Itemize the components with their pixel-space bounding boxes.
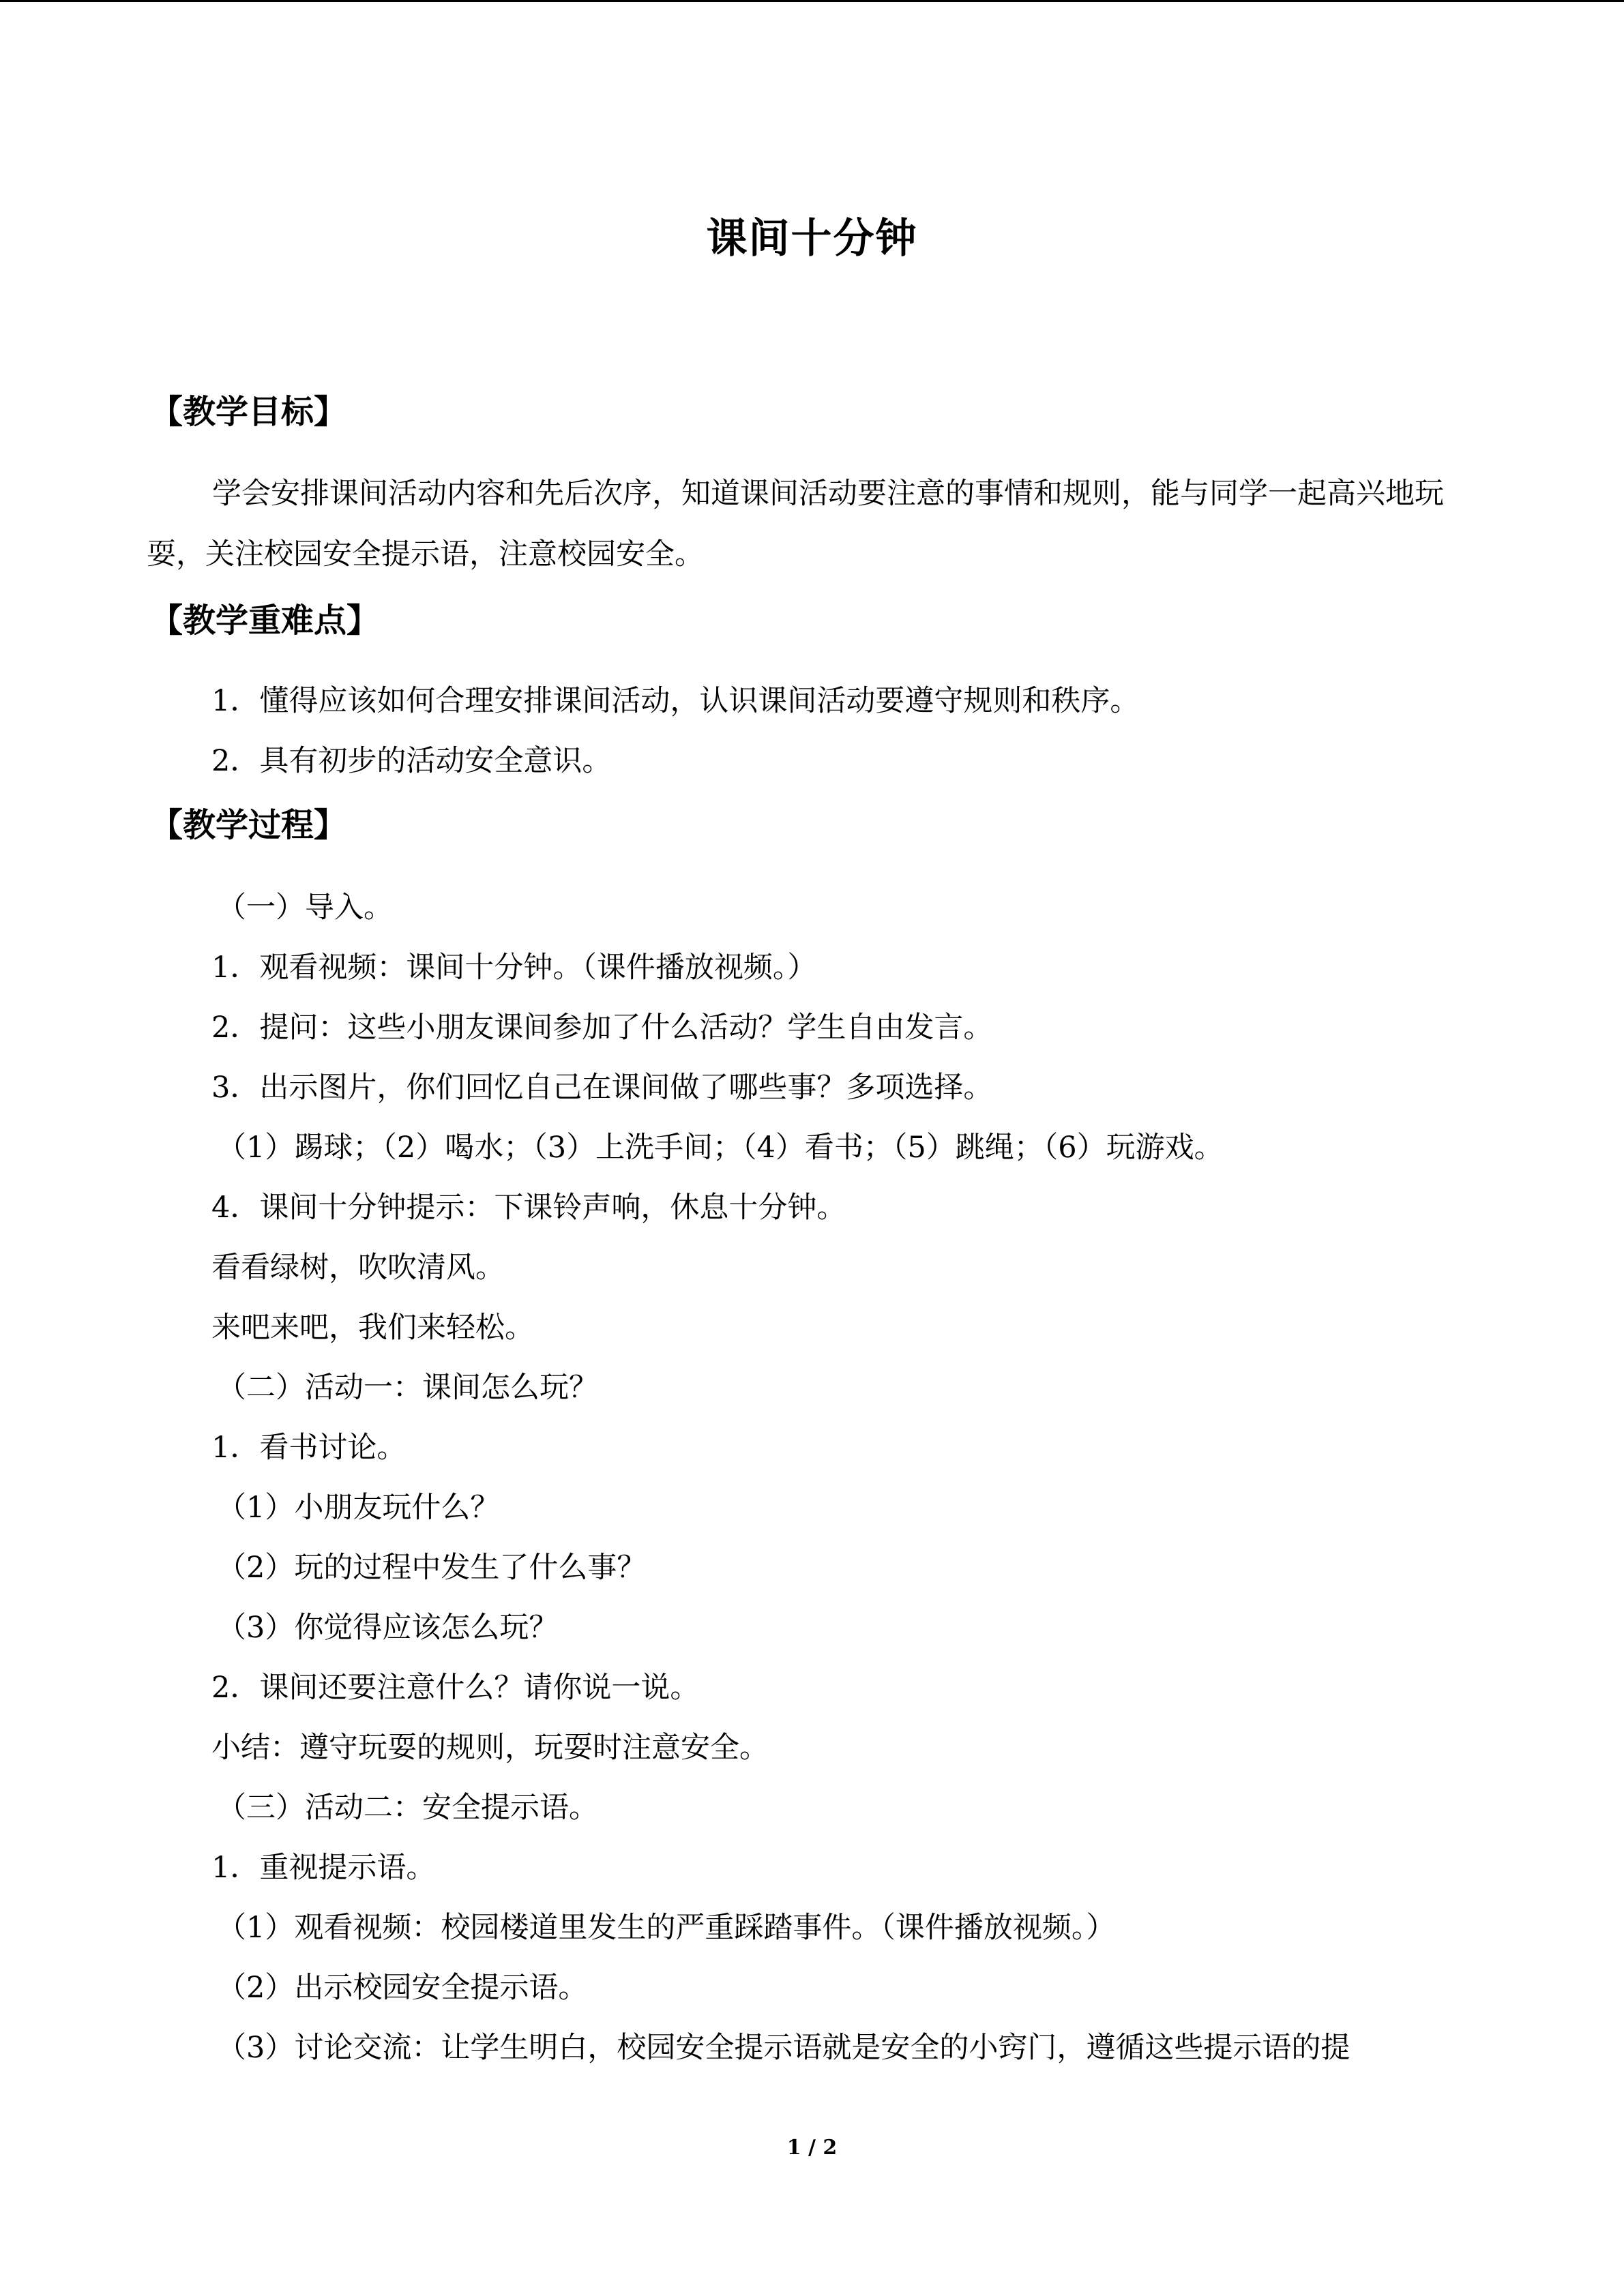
key-point-item: 2．具有初步的活动安全意识。: [211, 744, 612, 778]
process-line: 2．提问：这些小朋友课间参加了什么活动？学生自由发言。: [211, 1011, 993, 1045]
process-line: （2）玩的过程中发生了什么事？: [217, 1551, 647, 1585]
top-border-rule: [0, 0, 1624, 2]
page-number: 1 / 2: [786, 2136, 838, 2160]
process-line: 1．观看视频：课间十分钟。（课件播放视频。）: [211, 951, 817, 985]
process-line: （1）观看视频：校园楼道里发生的严重踩踏事件。（课件播放视频。）: [217, 1911, 1116, 1945]
document-title: 课间十分钟: [706, 215, 918, 263]
process-line: 4．课间十分钟提示：下课铃声响，休息十分钟。: [211, 1191, 846, 1225]
process-line: （三）活动二：安全提示语。: [217, 1791, 598, 1825]
heading-teaching-goals: 【教学目标】: [150, 393, 347, 431]
process-line: 1．看书讨论。: [211, 1431, 407, 1465]
key-point-item: 1．懂得应该如何合理安排课间活动，认识课间活动要遵守规则和秩序。: [211, 684, 1140, 718]
process-line: （3）你觉得应该怎么玩？: [217, 1611, 559, 1645]
process-line: （1）踢球；（2）喝水；（3）上洗手间；（4）看书；（5）跳绳；（6）玩游戏。: [217, 1131, 1224, 1165]
process-line: （一）导入。: [217, 891, 393, 925]
process-line: （1）小朋友玩什么？: [217, 1491, 500, 1525]
teaching-goals-paragraph: 学会安排课间活动内容和先后次序，知道课间活动要注意的事情和规则，能与同学一起高兴地玩耍，关注校园安全提示语，注意校园安全。: [147, 477, 1444, 571]
process-line: 3．出示图片，你们回忆自己在课间做了哪些事？多项选择。: [211, 1071, 993, 1105]
process-line: （3）讨论交流：让学生明白，校园安全提示语就是安全的小窍门，遵循这些提示语的提: [217, 2031, 1350, 2065]
process-line: 2．课间还要注意什么？请你说一说。: [211, 1671, 700, 1705]
process-line: （二）活动一：课间怎么玩？: [217, 1371, 598, 1405]
heading-key-points: 【教学重难点】: [150, 601, 380, 640]
process-line: 来吧来吧，我们来轻松。: [211, 1311, 534, 1345]
process-line: 看看绿树，吹吹清风。: [211, 1251, 505, 1285]
process-line: （2）出示校园安全提示语。: [217, 1971, 588, 2005]
process-line: 1．重视提示语。: [211, 1851, 436, 1885]
process-line: 小结：遵守玩耍的规则，玩耍时注意安全。: [211, 1731, 769, 1765]
heading-teaching-process: 【教学过程】: [150, 806, 347, 844]
